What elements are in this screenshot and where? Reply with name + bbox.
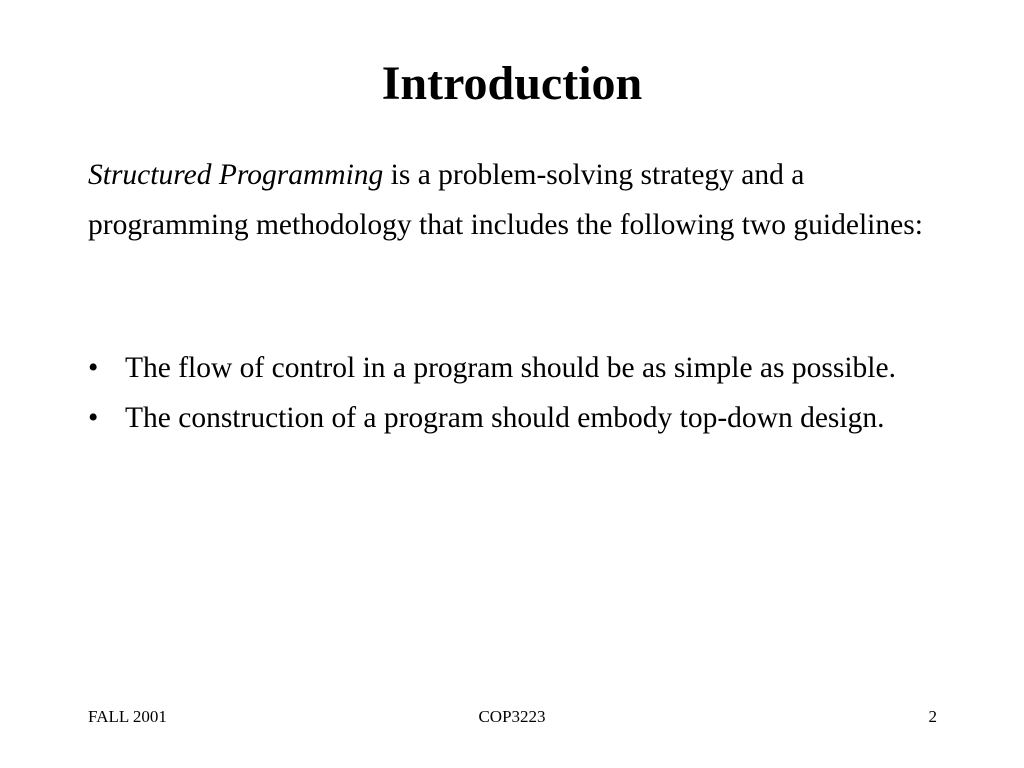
footer-date: FALL 2001 [88, 707, 167, 726]
bullet-item [88, 348, 918, 388]
bullet-marker: • [88, 352, 99, 384]
footer-course: COP3223 [478, 707, 546, 726]
bullet-text: The flow of control in a program should be as simple as possible. [125, 352, 896, 384]
intro-emphasis: Structured Programming [88, 159, 384, 191]
bullet-text: The construction of a program should embody top-down design. [125, 402, 885, 434]
slide-title: Introduction [381, 57, 643, 110]
bullet-item [88, 398, 918, 438]
intro-text: is a problem-solving strategy and a programming methodology that includes the following two guidelines: [88, 159, 923, 241]
bullet-list [88, 348, 918, 448]
intro-paragraph [88, 151, 948, 250]
bullet-marker: • [88, 402, 99, 434]
footer-page-number: 2 [928, 707, 937, 726]
